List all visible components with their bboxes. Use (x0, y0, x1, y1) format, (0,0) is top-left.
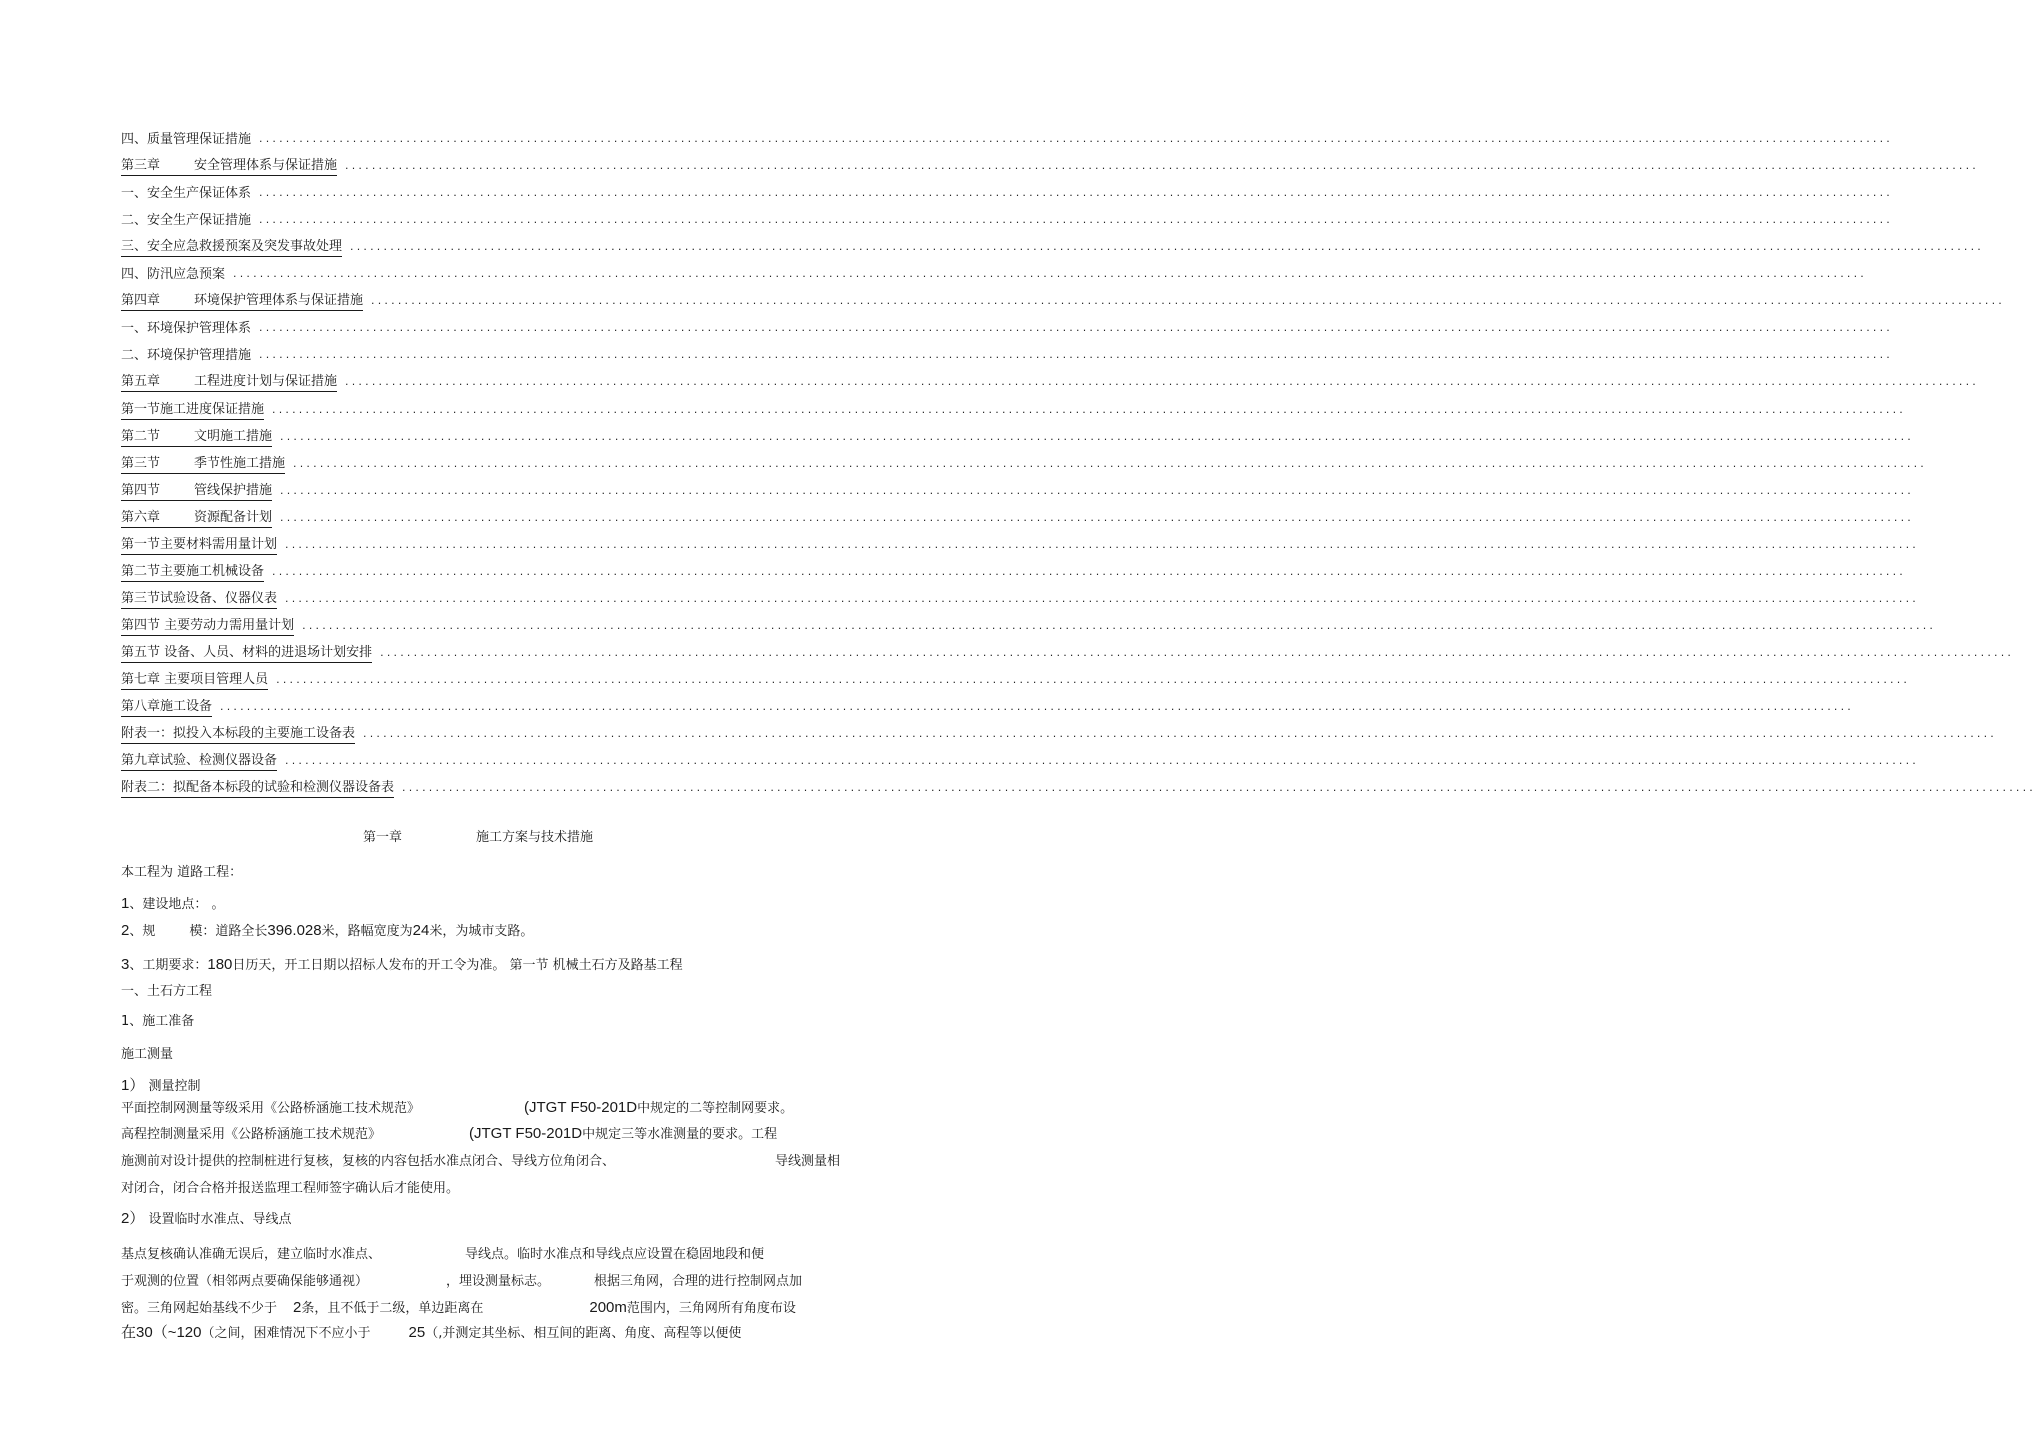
toc-leader-dots: .................................................................................................................................................................................................................................................... (280, 511, 1914, 524)
toc-entry[interactable] (121, 210, 1893, 230)
earthwork-text: 一、土石方工程 (121, 984, 213, 999)
toc-entry-title[interactable] (121, 239, 342, 257)
text-segment: 中规定三等水准测量的要求。工程 (582, 1127, 778, 1142)
toc-entry-label: 第六章 (121, 510, 161, 525)
toc-entry-title[interactable] (121, 699, 212, 717)
toc-entry-title[interactable] (121, 374, 337, 392)
control-text: 测量控制 (144, 1079, 201, 1094)
toc-leader-dots: .................................................................................................................................................................................................................................................... (302, 619, 1937, 632)
site-number: 1 (121, 895, 130, 912)
standard-code: (JTGT F50-201D (524, 1099, 638, 1116)
period-text-a: 、工期要求： (129, 958, 208, 973)
toc-entry[interactable] (121, 129, 1893, 149)
toc-entry[interactable] (121, 345, 1893, 365)
text-segment: 高程控制测量采用《公路桥涵施工技术规范》 (121, 1127, 382, 1142)
toc-entry-title[interactable] (121, 158, 337, 176)
paragraph-line (121, 1153, 840, 1171)
toc-entry[interactable] (121, 643, 2015, 663)
toc-entry-title[interactable] (121, 510, 272, 528)
text-segment: 密。三角网起始基线不少于 (121, 1301, 278, 1316)
toc-entry[interactable] (121, 372, 1979, 392)
paragraph-line (121, 1324, 741, 1343)
paragraph-line (121, 1125, 777, 1144)
toc-entry[interactable] (121, 616, 1937, 636)
toc-leader-dots: .................................................................................................................................................................................................................................................... (293, 457, 1927, 470)
toc-entry-label: 第五节 设备、人员、材料的进退场计划安排 (121, 645, 373, 660)
toc-entry-label: 第五章 (121, 374, 161, 389)
toc-entry[interactable] (121, 427, 1914, 447)
toc-entry-subtitle: 环境保护管理体系与保证措施 (194, 293, 364, 308)
toc-entry-title[interactable] (121, 321, 251, 338)
toc-leader-dots: .................................................................................................................................................................................................................................................... (220, 700, 1854, 713)
toc-entry-label: 第一节施工进度保证措施 (121, 402, 265, 417)
survey-heading (121, 1046, 173, 1064)
text-segment: （,并测定其坐标、相互间的距离、角度、高程等以便使 (425, 1326, 742, 1341)
toc-leader-dots: .................................................................................................................................................................................................................................................... (272, 403, 1906, 416)
control-heading (121, 1077, 200, 1096)
period-text-b: 日历天，开工日期以招标人发布的开工令为准。 第一节 机械土石方及路基工程 (232, 958, 683, 973)
toc-entry-subtitle: 季节性施工措施 (194, 456, 286, 471)
toc-entry-title[interactable] (121, 293, 363, 311)
scale-text-a: 、规 (129, 924, 156, 939)
toc-leader-dots: .................................................................................................................................................................................................................................................... (276, 673, 1911, 686)
toc-entry-subtitle: 工程进度计划与保证措施 (194, 374, 338, 389)
prep-heading (121, 1013, 194, 1031)
paragraph-line (121, 1273, 802, 1291)
toc-leader-dots: .................................................................................................................................................................................................................................................... (259, 348, 1893, 361)
angle-min: 在30 (121, 1324, 153, 1341)
scale-text-b: 模：道路全长 (189, 924, 268, 939)
toc-entry-title[interactable] (121, 213, 251, 230)
toc-leader-dots: .................................................................................................................................................................................................................................................... (371, 294, 2005, 307)
toc-entry-subtitle: 文明施工措施 (194, 429, 273, 444)
toc-entry-title[interactable] (121, 780, 394, 798)
toc-leader-dots: .................................................................................................................................................................................................................................................... (285, 538, 1919, 551)
toc-entry-label: 第三节试验设备、仪器仪表 (121, 591, 278, 606)
toc-entry-label: 第四节 (121, 483, 161, 498)
scale-number: 2 (121, 922, 130, 939)
text-segment: 导线测量相 (775, 1154, 841, 1169)
toc-entry-title[interactable] (121, 456, 285, 474)
toc-entry[interactable] (121, 562, 1906, 582)
temp-point-number: 2） (121, 1210, 145, 1227)
toc-leader-dots: .................................................................................................................................................................................................................................................... (345, 159, 1979, 172)
toc-entry-label: 二、安全生产保证措施 (121, 213, 252, 228)
toc-entry-label: 第四章 (121, 293, 161, 308)
toc-leader-dots: .................................................................................................................................................................................................................................................... (280, 484, 1914, 497)
toc-leader-dots: .................................................................................................................................................................................................................................................... (259, 213, 1893, 226)
toc-leader-dots: .................................................................................................................................................................................................................................................... (280, 430, 1914, 443)
toc-entry-title[interactable] (121, 348, 251, 365)
scale-line (121, 922, 533, 941)
site-text: 、建设地点： 。 (129, 897, 225, 912)
toc-leader-dots: .................................................................................................................................................................................................................................................... (259, 321, 1893, 334)
period-days: 180 (207, 956, 233, 973)
toc-entry-label: 第八章施工设备 (121, 699, 213, 714)
toc-entry-label: 第九章试验、检测仪器设备 (121, 753, 278, 768)
toc-entry[interactable] (121, 778, 2036, 798)
toc-entry-label: 三、安全应急救援预案及突发事故处理 (121, 239, 343, 254)
text-segment: 根据三角网，合理的进行控制网点加 (594, 1274, 803, 1289)
text-segment: 基点复核确认准确无误后，建立临时水准点、 (121, 1247, 382, 1262)
toc-entry[interactable] (121, 291, 2005, 311)
toc-leader-dots: .................................................................................................................................................................................................................................................... (285, 592, 1919, 605)
toc-entry[interactable] (121, 508, 1914, 528)
toc-entry[interactable] (121, 264, 1867, 284)
toc-entry-subtitle: 管线保护措施 (194, 483, 273, 498)
toc-entry-title[interactable] (121, 753, 277, 771)
earthwork-heading (121, 983, 212, 1001)
toc-entry-label: 第三节 (121, 456, 161, 471)
toc-entry-label: 第三章 (121, 158, 161, 173)
toc-entry-title[interactable] (121, 618, 294, 636)
toc-leader-dots: .................................................................................................................................................................................................................................................... (345, 375, 1979, 388)
text-segment: 范围内，三角网所有角度布设 (626, 1301, 796, 1316)
paragraph-line (121, 1180, 459, 1198)
prep-text: 1、施工准备 (121, 1014, 195, 1029)
toc-entry-label: 四、防汛应急预案 (121, 267, 226, 282)
distance-value: 200m (589, 1299, 627, 1316)
chapter-number: 第一章 (363, 830, 403, 845)
toc-entry[interactable] (121, 724, 1997, 744)
toc-entry-subtitle: 资源配备计划 (194, 510, 273, 525)
toc-entry-title[interactable] (121, 672, 268, 690)
toc-leader-dots: .................................................................................................................................................................................................................................................... (233, 267, 1867, 280)
toc-entry-title[interactable] (121, 591, 277, 609)
toc-entry-label: 一、安全生产保证体系 (121, 186, 252, 201)
toc-entry-title[interactable] (121, 564, 264, 582)
toc-entry[interactable] (121, 156, 1979, 176)
temp-point-text: 设置临时水准点、导线点 (144, 1212, 292, 1227)
toc-entry-title[interactable] (121, 402, 264, 420)
road-width: 24 (412, 922, 430, 939)
chapter-title: 施工方案与技术措施 (476, 830, 594, 845)
toc-entry[interactable] (121, 183, 1893, 203)
toc-entry-title[interactable] (121, 267, 225, 284)
toc-entry-title[interactable] (121, 186, 251, 203)
toc-leader-dots: .................................................................................................................................................................................................................................................... (272, 565, 1906, 578)
toc-entry-title[interactable] (121, 645, 372, 663)
toc-entry-label: 第一节主要材料需用量计划 (121, 537, 278, 552)
control-number: 1） (121, 1077, 145, 1094)
toc-entry-title[interactable] (121, 132, 251, 149)
standard-code: (JTGT F50-201D (469, 1125, 583, 1142)
site-line (121, 895, 224, 914)
toc-entry-subtitle: 安全管理体系与保证措施 (194, 158, 338, 173)
survey-text: 施工测量 (121, 1047, 174, 1062)
toc-entry-title[interactable] (121, 537, 277, 555)
toc-leader-dots: .................................................................................................................................................................................................................................................... (259, 132, 1893, 145)
toc-entry-label: 一、环境保护管理体系 (121, 321, 252, 336)
text-segment: 施测前对设计提供的控制桩进行复核，复核的内容包括水准点闭合、导线方位角闭合、 (121, 1154, 616, 1169)
scale-text-d: 米，为城市支路。 (429, 924, 534, 939)
paragraph-line (121, 1299, 796, 1318)
toc-leader-dots: .................................................................................................................................................................................................................................................... (350, 240, 1984, 253)
text-segment: ，埋设测量标志。 (446, 1274, 551, 1289)
toc-leader-dots: .................................................................................................................................................................................................................................................... (402, 781, 2036, 794)
text-segment: 中规定的二等控制网要求。 (637, 1101, 794, 1116)
toc-entry-label: 附表一：拟投入本标段的主要施工设备表 (121, 726, 356, 741)
toc-entry-label: 二、环境保护管理措施 (121, 348, 252, 363)
chapter-heading (363, 826, 593, 845)
toc-entry-label: 第二节主要施工机械设备 (121, 564, 265, 579)
baseline-count: 2 (293, 1299, 302, 1316)
toc-entry-label: 第七章 主要项目管理人员 (121, 672, 269, 687)
toc-entry[interactable] (121, 237, 1984, 257)
period-line (121, 956, 683, 975)
toc-leader-dots: .................................................................................................................................................................................................................................................... (259, 186, 1893, 199)
angle-limit: 25 (408, 1324, 426, 1341)
text-segment: 导线点。临时水准点和导线点应设置在稳固地段和便 (465, 1247, 765, 1262)
toc-entry-label: 第四节 主要劳动力需用量计划 (121, 618, 295, 633)
road-length: 396.028 (267, 922, 322, 939)
toc-entry[interactable] (121, 400, 1906, 420)
intro-text: 本工程为 道路工程： (121, 865, 243, 880)
paragraph-line (121, 1099, 793, 1118)
toc-entry-title[interactable] (121, 726, 355, 744)
angle-max: （~120 (152, 1324, 202, 1341)
text-segment: 对闭合，闭合合格并报送监理工程师签字确认后才能使用。 (121, 1181, 460, 1196)
toc-leader-dots: .................................................................................................................................................................................................................................................... (380, 646, 2015, 659)
toc-entry[interactable] (121, 454, 1927, 474)
text-segment: 平面控制网测量等级采用《公路桥涵施工技术规范》 (121, 1101, 421, 1116)
toc-entry-title[interactable] (121, 429, 272, 447)
toc-entry[interactable] (121, 535, 1919, 555)
toc-entry-label: 第二节 (121, 429, 161, 444)
text-segment: 条，且不低于二级，单边距离在 (301, 1301, 484, 1316)
toc-leader-dots: .................................................................................................................................................................................................................................................... (363, 727, 1997, 740)
toc-entry[interactable] (121, 670, 1911, 690)
text-segment: 于观测的位置（相邻两点要确保能够通视） (121, 1274, 369, 1289)
toc-entry-label: 附表二：拟配备本标段的试验和检测仪器设备表 (121, 780, 395, 795)
toc-entry[interactable] (121, 481, 1914, 501)
text-segment: （之间，困难情况下不应小于 (201, 1326, 371, 1341)
paragraph-line (121, 1246, 764, 1264)
toc-entry[interactable] (121, 751, 1919, 771)
toc-leader-dots: .................................................................................................................................................................................................................................................... (285, 754, 1919, 767)
temp-point-heading (121, 1210, 291, 1229)
intro-line (121, 864, 242, 882)
toc-entry[interactable] (121, 697, 1854, 717)
toc-entry[interactable] (121, 318, 1893, 338)
period-number: 3 (121, 956, 130, 973)
toc-entry-label: 四、质量管理保证措施 (121, 132, 252, 147)
scale-text-c: 米，路幅宽度为 (321, 924, 413, 939)
toc-entry[interactable] (121, 589, 1919, 609)
toc-entry-title[interactable] (121, 483, 272, 501)
